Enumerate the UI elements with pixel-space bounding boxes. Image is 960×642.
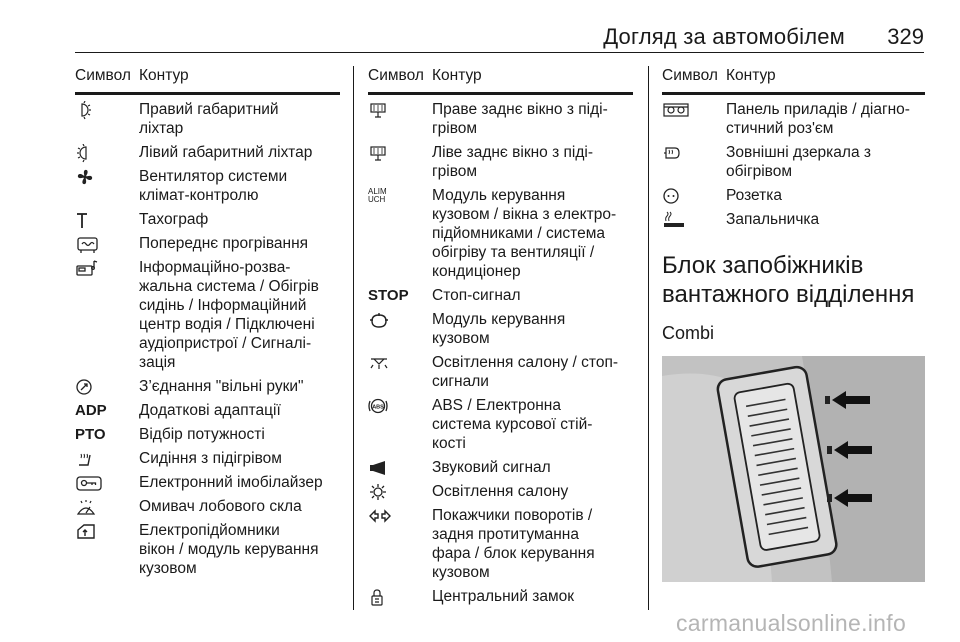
table-header: [368, 66, 633, 95]
immobilizer-icon: [75, 474, 133, 494]
symbol-label: PTO: [75, 426, 106, 443]
fuse-box-illustration: [662, 356, 925, 582]
row-text: Електронний імобілайзер: [139, 474, 323, 491]
header-symbol: Символ: [75, 67, 131, 84]
table-row: [368, 186, 633, 281]
fan-icon: [75, 168, 133, 188]
row-text: Тахограф: [139, 211, 209, 228]
table-row: [368, 353, 633, 391]
row-text: Освітлення салону: [432, 483, 569, 500]
table-row: [368, 310, 633, 348]
row-text: Запальничка: [726, 211, 820, 228]
table-row: [75, 258, 340, 372]
row-text: Покажчики поворотів / задня протитуманна фара / блок керування кузовом: [432, 507, 595, 581]
row-text: Електропідйомники вікон / модуль керування кузовом: [139, 522, 319, 577]
header-symbol: Символ: [662, 67, 718, 84]
page-title: Догляд за автомобілем: [603, 24, 845, 49]
rear-window-heater-left-icon: [368, 144, 426, 164]
row-text: ABS / Електронна система курсової стій- кості: [432, 397, 593, 452]
symbol-label: STOP: [368, 287, 409, 304]
page-number: 329: [887, 24, 924, 49]
table-row: [75, 425, 340, 444]
table-row: [368, 286, 633, 305]
parking-light-left-icon: [75, 144, 133, 164]
fuse-table-column-2: [368, 66, 633, 606]
row-text: Зовнішні дзеркала з обігрівом: [726, 144, 872, 180]
header-contour: Контур: [726, 67, 776, 84]
svg-text:ABS: ABS: [372, 404, 384, 411]
table-row: [75, 473, 340, 492]
body-control-module-icon: [368, 311, 426, 331]
hands-free-icon: [75, 378, 133, 398]
row-text: Відбір потужності: [139, 426, 265, 443]
row-text: Правий габаритний ліхтар: [139, 101, 279, 137]
table-row: [75, 100, 340, 138]
column-divider: [648, 66, 649, 610]
table-row: [368, 482, 633, 501]
courtesy-light-icon: [368, 483, 426, 503]
page-header: [0, 0, 960, 60]
row-text: Розетка: [726, 187, 782, 204]
table-row: [368, 143, 633, 181]
row-text: Модуль керування кузовом / вікна з електро- підйомниками / система обігріву та вентиляції / кондиціонер: [432, 187, 617, 280]
table-row: [75, 167, 340, 205]
row-text: Сидіння з підігрівом: [139, 450, 282, 467]
instrument-panel-icon: [662, 101, 720, 121]
fuse-table-column-1: [75, 66, 340, 578]
central-lock-icon: [368, 588, 426, 608]
table-row: [75, 143, 340, 162]
rear-window-heater-right-icon: [368, 101, 426, 121]
heated-mirror-icon: [662, 144, 720, 164]
power-outlet-icon: [662, 187, 720, 207]
windshield-washer-icon: [75, 498, 133, 518]
table-row: [75, 497, 340, 516]
table-row: [75, 377, 340, 396]
row-text: Попереднє прогрівання: [139, 235, 309, 252]
row-text: Центральний замок: [432, 588, 575, 605]
table-row: [75, 210, 340, 229]
heated-seat-icon: [75, 450, 133, 470]
horn-icon: [368, 459, 426, 479]
row-text: Освітлення салону / стоп- сигнали: [432, 354, 619, 390]
header-symbol: Символ: [368, 67, 424, 84]
header-rule: [75, 52, 924, 53]
row-text: Інформаційно-розва- жальна система / Обігрів сидінь / Інформаційний центр водія / Підключені аудіопристрої / Сигналі- зація: [139, 259, 319, 371]
header-contour: Контур: [432, 67, 482, 84]
row-text: Додаткові адаптації: [139, 402, 281, 419]
row-text: Модуль керування кузовом: [432, 311, 566, 347]
abs-icon: [368, 397, 426, 417]
table-row: [662, 186, 925, 205]
cigarette-lighter-icon: [662, 211, 720, 231]
table-row: [368, 458, 633, 477]
table-row: [368, 587, 633, 606]
row-text: Вентилятор системи клімат-контролю: [139, 168, 288, 204]
table-row: [75, 449, 340, 468]
row-text: Звуковий сигнал: [432, 459, 551, 476]
row-text: Омивач лобового скла: [139, 498, 302, 515]
table-row: [75, 234, 340, 253]
table-row: [368, 396, 633, 453]
watermark: carmanualsonline.info: [676, 610, 907, 636]
fuse-box-drawing: [662, 356, 925, 582]
row-text: Стоп-сигнал: [432, 287, 521, 304]
table-row: [75, 401, 340, 420]
row-text: З’єднання "вільні руки": [139, 378, 304, 395]
table-row: [368, 506, 633, 582]
row-text: Лівий габаритний ліхтар: [139, 144, 313, 161]
section-title: Блок запобіжників вантажного відділення: [662, 252, 915, 308]
header-contour: Контур: [139, 67, 189, 84]
infotainment-icon: [75, 259, 133, 279]
interior-light-icon: [368, 354, 426, 374]
tachograph-icon: [75, 211, 133, 231]
table-row: [75, 521, 340, 578]
row-text: Ліве заднє вікно з піді- грівом: [432, 144, 593, 180]
table-row: [662, 100, 925, 138]
table-header: [662, 66, 925, 95]
preheating-icon: [75, 235, 133, 255]
symbol-label: ADP: [75, 402, 107, 419]
table-row: [662, 143, 925, 181]
row-text: Панель приладів / діагно- стичний роз'єм: [726, 101, 910, 137]
table-row: [662, 210, 925, 229]
fuse-table-column-3: [662, 66, 925, 582]
turn-signal-icon: [368, 507, 426, 527]
section-subtitle: Combi: [662, 323, 715, 343]
table-row: [368, 100, 633, 138]
column-divider: [353, 66, 354, 610]
parking-light-right-icon: [75, 101, 133, 121]
row-text: Праве заднє вікно з піді- грівом: [432, 101, 608, 137]
table-header: [75, 66, 340, 95]
power-window-icon: [75, 522, 133, 542]
symbol-label: ALIM UCH: [368, 187, 387, 204]
